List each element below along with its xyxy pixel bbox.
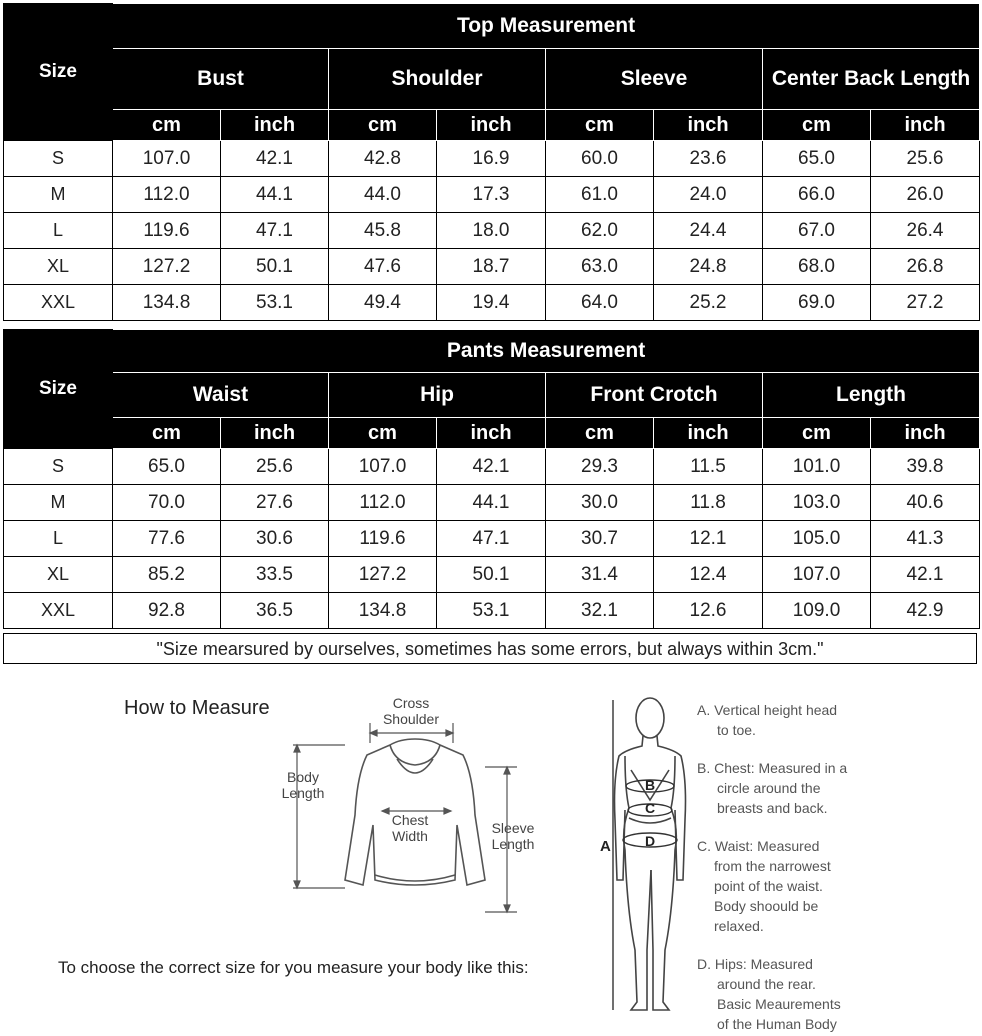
value-cell: 45.8 — [329, 213, 437, 249]
value-cell: 40.6 — [871, 485, 980, 521]
garment-diagram — [285, 715, 525, 925]
value-cell: 24.8 — [654, 249, 763, 285]
unit-header: inch — [654, 418, 763, 449]
instruction-c — [697, 836, 831, 936]
table-row — [4, 449, 980, 485]
unit-header: cm — [546, 110, 654, 141]
table-title: Top Measurement — [113, 4, 980, 49]
size-header: Size — [4, 4, 113, 141]
unit-header: inch — [871, 418, 980, 449]
size-header: Size — [4, 330, 113, 449]
value-cell: 41.3 — [871, 521, 980, 557]
value-cell: 47.1 — [221, 213, 329, 249]
garment-measure-arrows — [293, 723, 517, 912]
size-cell: M — [4, 485, 113, 521]
unit-header: inch — [871, 110, 980, 141]
instruction-b — [697, 758, 847, 818]
instruction-line: Basic Meaurements — [717, 996, 841, 1012]
value-cell: 85.2 — [113, 557, 221, 593]
instruction-line: to toe. — [717, 722, 756, 738]
size-cell: XXL — [4, 593, 113, 629]
instruction-line: A. Vertical height head — [697, 702, 838, 718]
value-cell: 63.0 — [546, 249, 654, 285]
table-row — [4, 213, 980, 249]
group-header: Length — [763, 373, 980, 418]
value-cell: 107.0 — [329, 449, 437, 485]
value-cell: 103.0 — [763, 485, 871, 521]
value-cell: 101.0 — [763, 449, 871, 485]
human-body-icon — [615, 698, 686, 1010]
value-cell: 16.9 — [437, 141, 546, 177]
group-header: Hip — [329, 373, 546, 418]
sleeve-length-label-line: Length — [491, 836, 535, 852]
value-cell: 18.7 — [437, 249, 546, 285]
body-length-label-line: Length — [281, 785, 325, 801]
value-cell: 61.0 — [546, 177, 654, 213]
value-cell: 18.0 — [437, 213, 546, 249]
unit-header: inch — [437, 418, 546, 449]
unit-header: inch — [221, 418, 329, 449]
instruction-line: C. Waist: Measured — [697, 838, 820, 854]
table-row — [4, 249, 980, 285]
instruction-line: of the Human Body — [717, 1016, 837, 1032]
pants-table-body — [4, 449, 980, 629]
value-cell: 127.2 — [113, 249, 221, 285]
value-cell: 42.1 — [437, 449, 546, 485]
value-cell: 49.4 — [329, 285, 437, 321]
value-cell: 25.6 — [871, 141, 980, 177]
table-row — [4, 521, 980, 557]
instruction-line: Body shoould be — [714, 898, 819, 914]
value-cell: 134.8 — [329, 593, 437, 629]
value-cell: 39.8 — [871, 449, 980, 485]
instruction-a — [697, 700, 837, 740]
value-cell: 25.6 — [221, 449, 329, 485]
value-cell: 134.8 — [113, 285, 221, 321]
value-cell: 119.6 — [329, 521, 437, 557]
body-length-label-line: Body — [287, 769, 319, 785]
size-cell: XXL — [4, 285, 113, 321]
value-cell: 24.4 — [654, 213, 763, 249]
garment-shirt-icon — [345, 739, 485, 885]
size-cell: XL — [4, 249, 113, 285]
size-cell: S — [4, 141, 113, 177]
value-cell: 107.0 — [763, 557, 871, 593]
value-cell: 67.0 — [763, 213, 871, 249]
instruction-line: circle around the — [717, 780, 821, 796]
measurement-note: "Size mearsured by ourselves, sometimes has some errors, but always within 3cm." — [3, 633, 977, 664]
cross-shoulder-label-line: Cross — [392, 695, 430, 711]
instruction-line: B. Chest: Measured in a — [697, 760, 848, 776]
value-cell: 29.3 — [546, 449, 654, 485]
group-header: Bust — [113, 49, 329, 110]
value-cell: 53.1 — [221, 285, 329, 321]
value-cell: 12.4 — [654, 557, 763, 593]
size-cell: L — [4, 213, 113, 249]
value-cell: 92.8 — [113, 593, 221, 629]
value-cell: 26.0 — [871, 177, 980, 213]
value-cell: 69.0 — [763, 285, 871, 321]
chest-width-label-line: Chest — [391, 812, 429, 828]
marker-b: B — [645, 777, 656, 793]
value-cell: 17.3 — [437, 177, 546, 213]
instruction-line: relaxed. — [714, 918, 764, 934]
value-cell: 62.0 — [546, 213, 654, 249]
value-cell: 66.0 — [763, 177, 871, 213]
group-header: Shoulder — [329, 49, 546, 110]
value-cell: 30.0 — [546, 485, 654, 521]
size-cell: M — [4, 177, 113, 213]
table-row — [4, 557, 980, 593]
unit-header: cm — [113, 418, 221, 449]
value-cell: 19.4 — [437, 285, 546, 321]
value-cell: 25.2 — [654, 285, 763, 321]
value-cell: 44.1 — [437, 485, 546, 521]
instruction-line: D. Hips: Measured — [697, 956, 813, 972]
value-cell: 23.6 — [654, 141, 763, 177]
value-cell: 70.0 — [113, 485, 221, 521]
value-cell: 47.6 — [329, 249, 437, 285]
unit-header: cm — [329, 418, 437, 449]
group-header: Sleeve — [546, 49, 763, 110]
value-cell: 50.1 — [437, 557, 546, 593]
value-cell: 36.5 — [221, 593, 329, 629]
unit-header: cm — [763, 418, 871, 449]
value-cell: 30.7 — [546, 521, 654, 557]
value-cell: 127.2 — [329, 557, 437, 593]
table-row — [4, 485, 980, 521]
value-cell: 105.0 — [763, 521, 871, 557]
size-cell: S — [4, 449, 113, 485]
table-row — [4, 285, 980, 321]
group-header: Center Back Length — [763, 49, 980, 110]
value-cell: 53.1 — [437, 593, 546, 629]
unit-header: inch — [654, 110, 763, 141]
value-cell: 119.6 — [113, 213, 221, 249]
unit-header: cm — [329, 110, 437, 141]
unit-header: inch — [437, 110, 546, 141]
unit-header: cm — [546, 418, 654, 449]
size-cell: L — [4, 521, 113, 557]
value-cell: 30.6 — [221, 521, 329, 557]
group-header: Front Crotch — [546, 373, 763, 418]
value-cell: 12.6 — [654, 593, 763, 629]
value-cell: 107.0 — [113, 141, 221, 177]
value-cell: 24.0 — [654, 177, 763, 213]
value-cell: 109.0 — [763, 593, 871, 629]
choose-size-text: To choose the correct size for you measure your body like this: — [58, 958, 529, 977]
value-cell: 27.2 — [871, 285, 980, 321]
pants-measurement-table — [3, 329, 980, 629]
value-cell: 112.0 — [329, 485, 437, 521]
instruction-line: breasts and back. — [717, 800, 828, 816]
value-cell: 77.6 — [113, 521, 221, 557]
unit-header: inch — [221, 110, 329, 141]
size-cell: XL — [4, 557, 113, 593]
value-cell: 44.1 — [221, 177, 329, 213]
unit-header: cm — [763, 110, 871, 141]
value-cell: 47.1 — [437, 521, 546, 557]
value-cell: 50.1 — [221, 249, 329, 285]
top-measurement-table — [3, 3, 980, 321]
value-cell: 44.0 — [329, 177, 437, 213]
table-row — [4, 141, 980, 177]
value-cell: 112.0 — [113, 177, 221, 213]
instruction-line: from the narrowest — [714, 858, 831, 874]
cross-shoulder-label-line: Shoulder — [382, 711, 440, 727]
instruction-line: point of the waist. — [714, 878, 823, 894]
value-cell: 68.0 — [763, 249, 871, 285]
instruction-line: around the rear. — [717, 976, 816, 992]
chest-width-label-line: Width — [392, 828, 428, 844]
value-cell: 65.0 — [113, 449, 221, 485]
value-cell: 11.8 — [654, 485, 763, 521]
unit-header: cm — [113, 110, 221, 141]
value-cell: 64.0 — [546, 285, 654, 321]
body-measure-lines — [613, 700, 677, 1010]
value-cell: 42.9 — [871, 593, 980, 629]
value-cell: 12.1 — [654, 521, 763, 557]
how-to-measure-title: How to Measure — [124, 697, 270, 719]
value-cell: 42.1 — [221, 141, 329, 177]
value-cell: 32.1 — [546, 593, 654, 629]
value-cell: 11.5 — [654, 449, 763, 485]
value-cell: 27.6 — [221, 485, 329, 521]
marker-d: D — [645, 833, 656, 849]
sleeve-length-label-line: Sleeve — [491, 820, 535, 836]
value-cell: 33.5 — [221, 557, 329, 593]
top-table-body — [4, 141, 980, 321]
group-header: Waist — [113, 373, 329, 418]
body-figure-diagram — [595, 690, 705, 1020]
value-cell: 60.0 — [546, 141, 654, 177]
value-cell: 26.8 — [871, 249, 980, 285]
value-cell: 42.8 — [329, 141, 437, 177]
marker-a: A — [600, 838, 611, 855]
value-cell: 26.4 — [871, 213, 980, 249]
value-cell: 65.0 — [763, 141, 871, 177]
table-row — [4, 593, 980, 629]
instruction-d — [697, 954, 841, 1034]
marker-c: C — [645, 800, 656, 816]
value-cell: 42.1 — [871, 557, 980, 593]
table-title: Pants Measurement — [113, 330, 980, 373]
table-row — [4, 177, 980, 213]
value-cell: 31.4 — [546, 557, 654, 593]
